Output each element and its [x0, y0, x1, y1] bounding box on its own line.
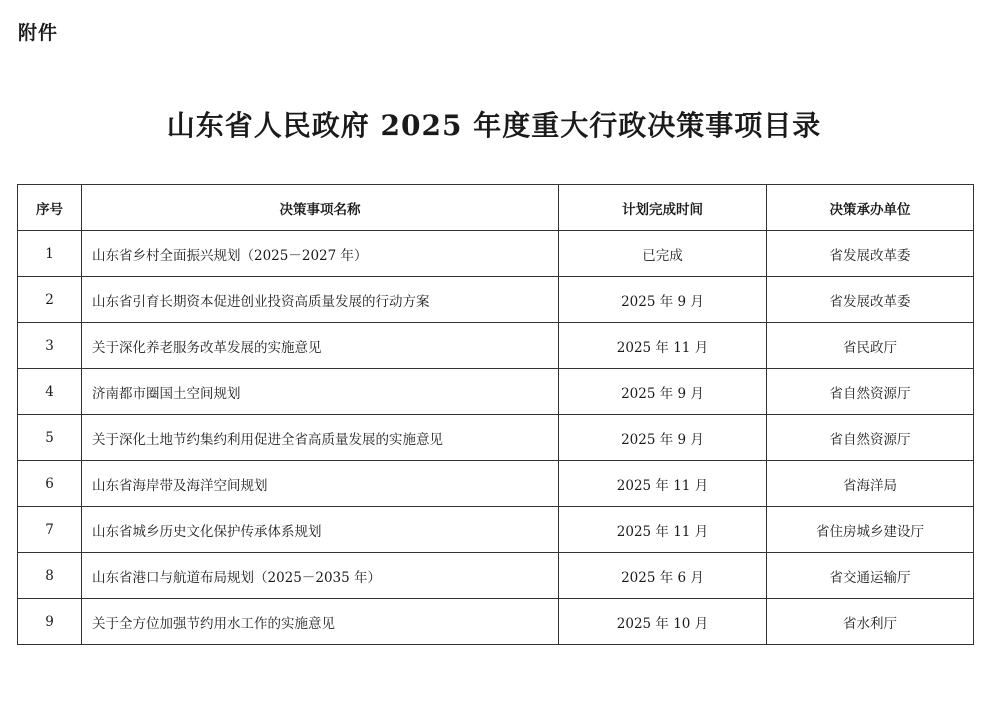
table-row	[18, 553, 974, 599]
row-number: 5	[18, 415, 82, 461]
document-title: 山东省人民政府 2025 年度重大行政决策事项目录	[166, 109, 822, 142]
item-name: 关于全方位加强节约用水工作的实施意见	[82, 599, 559, 645]
column-header-item-name: 决策事项名称	[82, 185, 559, 231]
responsible-unit: 省水利厅	[767, 599, 974, 645]
item-name: 山东省海岸带及海洋空间规划	[82, 461, 559, 507]
table-row	[18, 415, 974, 461]
item-name: 关于深化养老服务改革发展的实施意见	[82, 323, 559, 369]
planned-time: 2025 年 11 月	[559, 507, 767, 553]
row-number: 9	[18, 599, 82, 645]
row-number: 7	[18, 507, 82, 553]
column-header-responsible-unit: 决策承办单位	[767, 185, 974, 231]
responsible-unit: 省住房城乡建设厅	[767, 507, 974, 553]
table-row	[18, 277, 974, 323]
row-number: 8	[18, 553, 82, 599]
item-name: 山东省港口与航道布局规划（2025－2035 年）	[82, 553, 559, 599]
item-name: 山东省城乡历史文化保护传承体系规划	[82, 507, 559, 553]
row-number: 3	[18, 323, 82, 369]
item-name: 关于深化土地节约集约利用促进全省高质量发展的实施意见	[82, 415, 559, 461]
planned-time: 2025 年 11 月	[559, 461, 767, 507]
table-row	[18, 231, 974, 277]
row-number: 6	[18, 461, 82, 507]
planned-time: 2025 年 9 月	[559, 369, 767, 415]
planned-time: 2025 年 9 月	[559, 415, 767, 461]
table-row	[18, 507, 974, 553]
decision-catalog-table	[17, 184, 974, 645]
column-header-number: 序号	[18, 185, 82, 231]
responsible-unit: 省民政厅	[767, 323, 974, 369]
table-row	[18, 323, 974, 369]
attachment-label: 附件	[18, 22, 59, 44]
row-number: 4	[18, 369, 82, 415]
row-number: 2	[18, 277, 82, 323]
column-header-planned-time: 计划完成时间	[559, 185, 767, 231]
table-row	[18, 369, 974, 415]
table-row	[18, 461, 974, 507]
item-name: 济南都市圈国土空间规划	[82, 369, 559, 415]
planned-time: 2025 年 11 月	[559, 323, 767, 369]
table-header-row	[18, 185, 974, 231]
row-number: 1	[18, 231, 82, 277]
responsible-unit: 省自然资源厅	[767, 369, 974, 415]
table-row	[18, 599, 974, 645]
responsible-unit: 省交通运输厅	[767, 553, 974, 599]
responsible-unit: 省发展改革委	[767, 277, 974, 323]
planned-time: 2025 年 6 月	[559, 553, 767, 599]
planned-time: 已完成	[559, 231, 767, 277]
responsible-unit: 省发展改革委	[767, 231, 974, 277]
responsible-unit: 省自然资源厅	[767, 415, 974, 461]
item-name: 山东省乡村全面振兴规划（2025－2027 年）	[82, 231, 559, 277]
planned-time: 2025 年 9 月	[559, 277, 767, 323]
planned-time: 2025 年 10 月	[559, 599, 767, 645]
item-name: 山东省引育长期资本促进创业投资高质量发展的行动方案	[82, 277, 559, 323]
responsible-unit: 省海洋局	[767, 461, 974, 507]
